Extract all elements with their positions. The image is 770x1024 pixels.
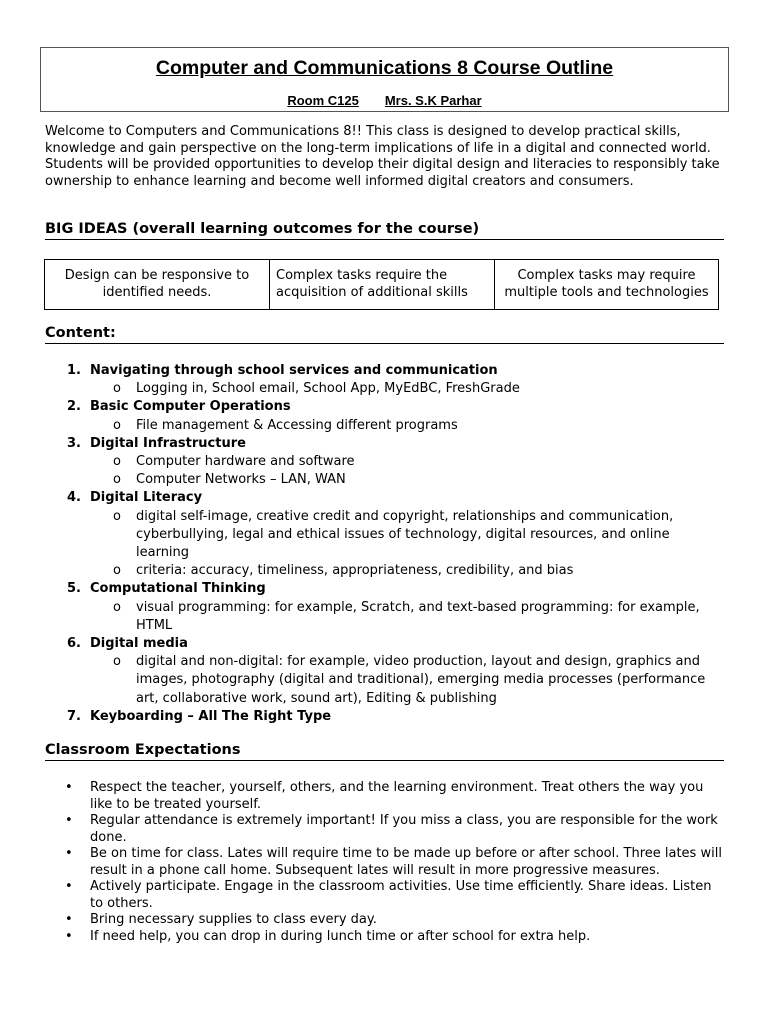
room-number: Room C125	[287, 93, 359, 108]
circle-bullet-icon: o	[113, 508, 121, 524]
item-number: 5.	[67, 581, 81, 597]
document-title: Computer and Communications 8 Course Outline	[155, 57, 614, 79]
subitem-text: Logging in, School email, School App, MyEdBC, FreshGrade	[136, 381, 520, 397]
content-subitem	[45, 508, 725, 563]
bullet-icon: •	[65, 813, 73, 828]
bullet-icon: •	[65, 928, 73, 944]
content-item	[45, 708, 725, 726]
content-subitem	[45, 653, 725, 708]
expectations-heading: Classroom Expectations	[45, 742, 724, 761]
expectation-item	[45, 929, 725, 946]
header-box	[40, 47, 729, 112]
item-title: Computational Thinking	[90, 581, 266, 597]
item-title: Navigating through school services and communication	[90, 363, 498, 378]
content-item	[45, 580, 725, 598]
item-number: 3.	[67, 435, 81, 451]
expectation-text: Respect the teacher, yourself, others, and the learning environment. Treat others the way you like to be treated yourself.	[90, 780, 704, 812]
big-idea-cell: Design can be responsive to identified needs.	[45, 260, 270, 310]
item-number: 7.	[67, 708, 81, 724]
bullet-icon: •	[65, 879, 73, 894]
subitem-text: File management & Accessing different programs	[136, 417, 458, 433]
expectation-text: Actively participate. Engage in the classroom activities. Use time efficiently. Share ideas. Listen to others.	[90, 879, 712, 911]
item-number: 2.	[67, 399, 81, 415]
circle-bullet-icon: o	[113, 381, 121, 397]
circle-bullet-icon: o	[113, 654, 121, 670]
content-heading: Content:	[45, 325, 724, 344]
big-idea-cell: Complex tasks may require multiple tools and technologies	[495, 260, 719, 310]
subitem-text: digital self-image, creative credit and copyright, relationships and communication, cyberbullying, legal and ethical issues of technology, digital resources, and online learning	[136, 508, 674, 561]
item-title: Basic Computer Operations	[90, 399, 291, 415]
subitem-text: Computer hardware and software	[136, 454, 355, 470]
content-list	[45, 362, 725, 726]
content-item	[45, 362, 725, 380]
circle-bullet-icon: o	[113, 454, 121, 470]
content-subitem	[45, 471, 725, 489]
item-number: 4.	[67, 490, 81, 506]
item-title: Digital media	[90, 636, 188, 652]
subitem-text: criteria: accuracy, timeliness, appropriateness, credibility, and bias	[136, 563, 574, 579]
bullet-icon: •	[65, 846, 73, 861]
intro-paragraph: Welcome to Computers and Communications 8!! This class is designed to develop practical skills, knowledge and gain perspective on the long-term implications of life in a digital and connected world. Students will be provided opportunities to develop their digital design and literacies to responsibly take ownership to enhance learning and become well informed digital creators and consumers.	[45, 124, 720, 189]
item-title: Digital Infrastructure	[90, 435, 246, 451]
subitem-text: visual programming: for example, Scratch, and text-based programming: for example, HTML	[136, 599, 700, 633]
subitem-text: digital and non-digital: for example, video production, layout and design, graphics and images, photography (digital and traditional), emerging media processes (performance art, collaborative work, sound art), Editing & publishing	[136, 654, 706, 706]
header-subtitle	[41, 93, 728, 108]
expectation-item	[45, 846, 725, 879]
content-subitem	[45, 599, 725, 635]
expectation-item	[45, 780, 725, 813]
item-title: Digital Literacy	[90, 490, 203, 506]
circle-bullet-icon: o	[113, 472, 121, 488]
expectations-list	[45, 780, 725, 945]
content-subitem	[45, 453, 725, 471]
expectation-item	[45, 813, 725, 846]
expectation-item	[45, 879, 725, 912]
content-item	[45, 635, 725, 653]
content-item	[45, 489, 725, 507]
expectation-text: If need help, you can drop in during lunch time or after school for extra help.	[90, 928, 591, 944]
expectation-text: Be on time for class. Lates will require time to be made up before or after school. Three lates will result in a phone call home. Subsequent lates will result in more progressive measures.	[90, 846, 722, 878]
expectation-text: Bring necessary supplies to class every day.	[90, 912, 377, 927]
big-ideas-heading: BIG IDEAS (overall learning outcomes for the course)	[45, 221, 724, 240]
expectation-item	[45, 912, 725, 929]
content-subitem	[45, 417, 725, 435]
teacher-name: Mrs. S.K Parhar	[384, 93, 482, 108]
bullet-icon: •	[65, 912, 73, 927]
content-subitem	[45, 562, 725, 580]
item-number: 6.	[67, 636, 81, 652]
circle-bullet-icon: o	[113, 417, 121, 433]
item-number: 1.	[67, 363, 81, 378]
big-ideas-row	[45, 260, 719, 310]
subitem-text: Computer Networks – LAN, WAN	[136, 472, 346, 488]
circle-bullet-icon: o	[113, 563, 121, 579]
bullet-icon: •	[65, 780, 73, 795]
expectation-text: Regular attendance is extremely important! If you miss a class, you are responsible for the work done.	[90, 813, 718, 845]
big-ideas-table	[44, 259, 719, 310]
item-title: Keyboarding – All The Right Type	[90, 708, 332, 724]
circle-bullet-icon: o	[113, 599, 121, 615]
content-subitem	[45, 380, 725, 398]
big-idea-cell: Complex tasks require the acquisition of additional skills	[270, 260, 495, 310]
content-item	[45, 435, 725, 453]
content-item	[45, 398, 725, 416]
